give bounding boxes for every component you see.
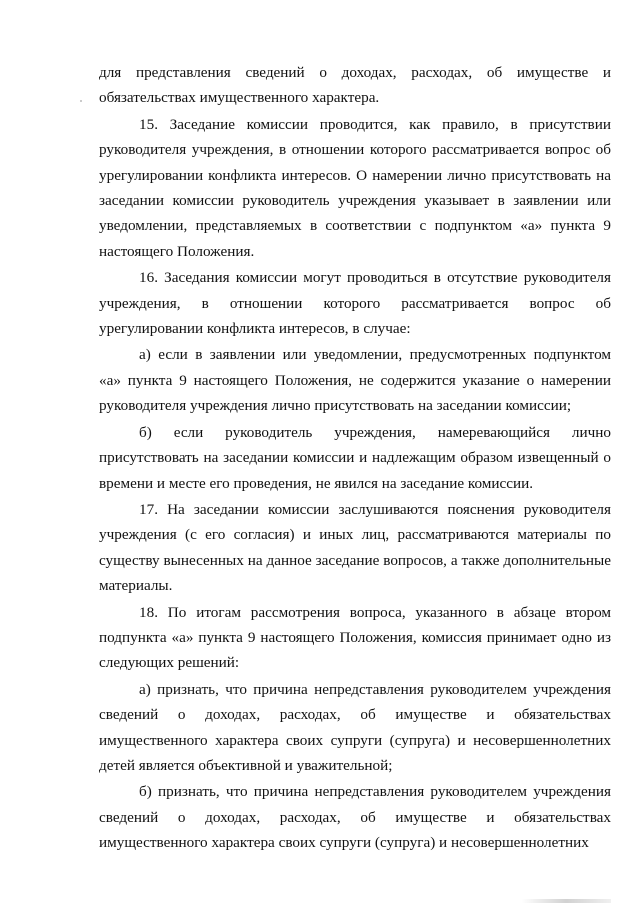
scan-artifact — [521, 899, 611, 903]
paragraph-16a: а) если в заявлении или уведомлении, предусмотренных подпунктом «а» пункта 9 настоящего Положения, не содержится указание о намерении руководителя учреждения лично присутствовать на заседании комиссии; — [99, 346, 611, 415]
paragraph-continuation: для представления сведений о доходах, расходах, об имуществе и обязательствах имущественного характера. — [99, 64, 611, 107]
paragraph-15: 15. Заседание комиссии проводится, как правило, в присутствии руководителя учреждения, в отношении которого рассматривается вопрос об урегулировании конфликта интересов. О намерении лично присутствовать на заседании комиссии руководитель учреждения указывает в заявлении или уведомлении, представляемых в соответствии с подпунктом «а» пункта 9 настоящего Положения. — [99, 115, 611, 260]
paragraph-17: 17. На заседании комиссии заслушиваются пояснения руководителя учреждения (с его согласия) и иных лиц, рассматриваются материалы по существу вынесенных на данное заседание вопросов, а также дополнительные материалы. — [99, 500, 611, 595]
paragraph-16b: б) если руководитель учреждения, намеревающийся лично присутствовать на заседании комиссии и надлежащим образом извещенный о времени и месте его проведения, не явился на заседание комиссии. — [99, 423, 611, 492]
paragraph-16: 16. Заседания комиссии могут проводиться в отсутствие руководителя учреждения, в отношении которого рассматривается вопрос об урегулировании конфликта интересов, в случае: — [99, 269, 611, 338]
paragraph-18b: б) признать, что причина непредставления руководителем учреждения сведений о доходах, расходах, об имуществе и обязательствах имущественного характера своих супруги (супруга) и несовершеннолетних — [99, 783, 611, 852]
paragraph-18a: а) признать, что причина непредставления руководителем учреждения сведений о доходах, расходах, об имуществе и обязательствах имущественного характера своих супруги (супруга) и несовершеннолетних детей является объективной и уважительной; — [99, 680, 611, 774]
paragraph-18: 18. По итогам рассмотрения вопроса, указанного в абзаце втором подпункта «а» пункта 9 настоящего Положения, комиссия принимает одно из следующих решений: — [99, 603, 611, 672]
scan-speck — [80, 100, 82, 102]
